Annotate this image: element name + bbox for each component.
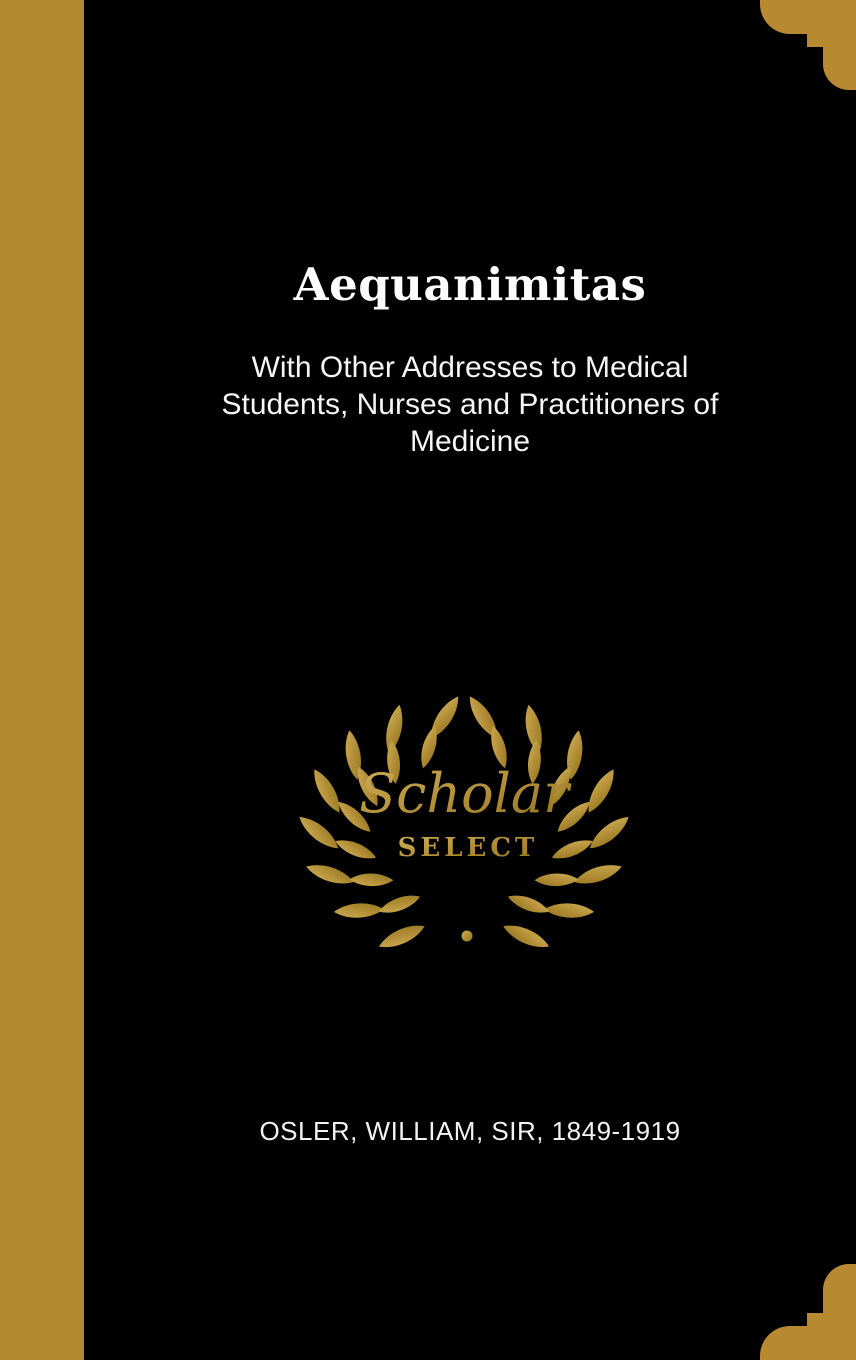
corner-ornament-top-right-column <box>823 0 856 90</box>
author-line: OSLER, WILLIAM, SIR, 1849-1919 <box>259 1116 681 1146</box>
wreath-base-dot <box>462 931 473 942</box>
subtitle-line-3: Medicine <box>409 425 531 458</box>
corner-ornament-bottom-right-step <box>807 1313 824 1327</box>
book-subtitle <box>84 349 856 460</box>
spine-gold-stripe <box>0 0 84 1360</box>
corner-ornament-bottom-right-column <box>823 1264 856 1360</box>
corner-ornament-top-right-step <box>807 33 824 47</box>
subtitle-line-1: With Other Addresses to Medical <box>251 351 689 384</box>
logo-script-text: Scholar <box>359 762 569 825</box>
book-title: Aequanimitas <box>293 258 647 311</box>
logo-caps-text: SELECT <box>397 833 539 863</box>
laurel-wreath-icon <box>290 693 638 983</box>
subtitle-line-2: Students, Nurses and Practitioners of <box>221 388 719 421</box>
